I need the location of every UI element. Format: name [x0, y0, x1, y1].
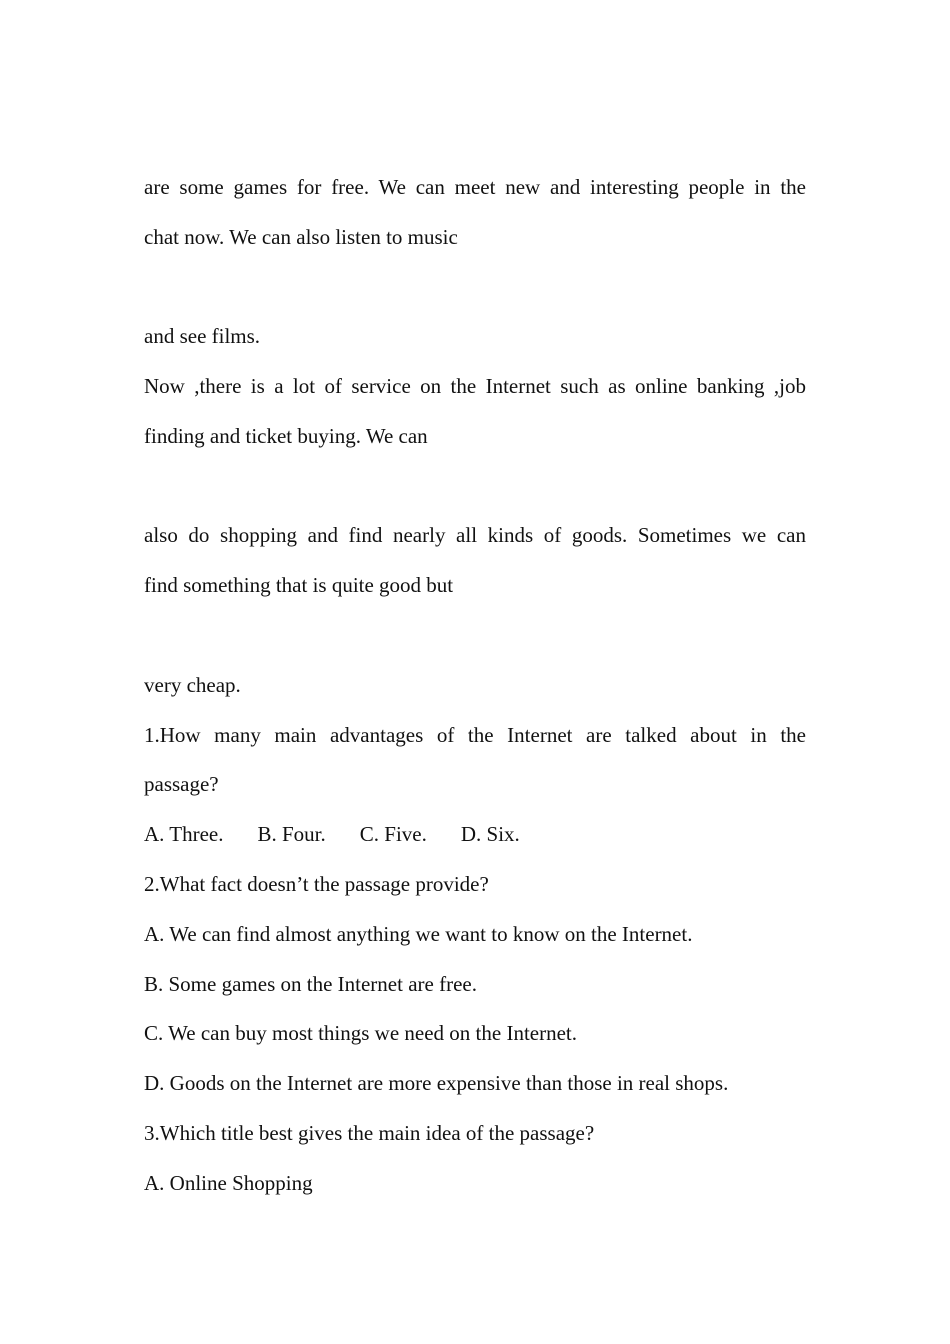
question-2-option-c: C. We can buy most things we need on the Internet. [144, 1021, 577, 1045]
passage-line-8: very cheap. [144, 673, 241, 697]
question-2-option-b: B. Some games on the Internet are free. [144, 972, 477, 996]
question-1-option-c: C. Five. [359, 822, 427, 846]
question-1-option-d: D. Six. [460, 822, 520, 846]
question-1-stem-continued: passage? [144, 772, 219, 796]
question-1-options [144, 821, 520, 847]
passage-line-2: chat now. We can also listen to music [144, 225, 458, 249]
question-2-option-d: D. Goods on the Internet are more expensive than those in real shops. [144, 1071, 729, 1095]
question-3-stem: 3.Which title best gives the main idea of the passage? [144, 1121, 595, 1145]
passage-line-5: finding and ticket buying. We can [144, 424, 428, 448]
passage-line-1: are some games for free. We can meet new and interesting people in the [144, 175, 806, 199]
passage-line-6: also do shopping and find nearly all kinds of goods. Sometimes we can [144, 523, 806, 547]
question-1-option-b: B. Four. [257, 822, 326, 846]
passage-line-7: find something that is quite good but [144, 573, 454, 597]
question-3-option-a: A. Online Shopping [144, 1171, 313, 1195]
question-2-stem: 2.What fact doesn’t the passage provide? [144, 872, 489, 896]
question-1-option-a: A. Three. [144, 822, 224, 846]
question-1-stem: 1.How many main advantages of the Internet are talked about in the [144, 723, 806, 747]
question-2-option-a: A. We can find almost anything we want to know on the Internet. [144, 922, 693, 946]
passage-line-4: Now ,there is a lot of service on the Internet such as online banking ,job [144, 374, 806, 398]
passage-line-3: and see films. [144, 324, 261, 348]
